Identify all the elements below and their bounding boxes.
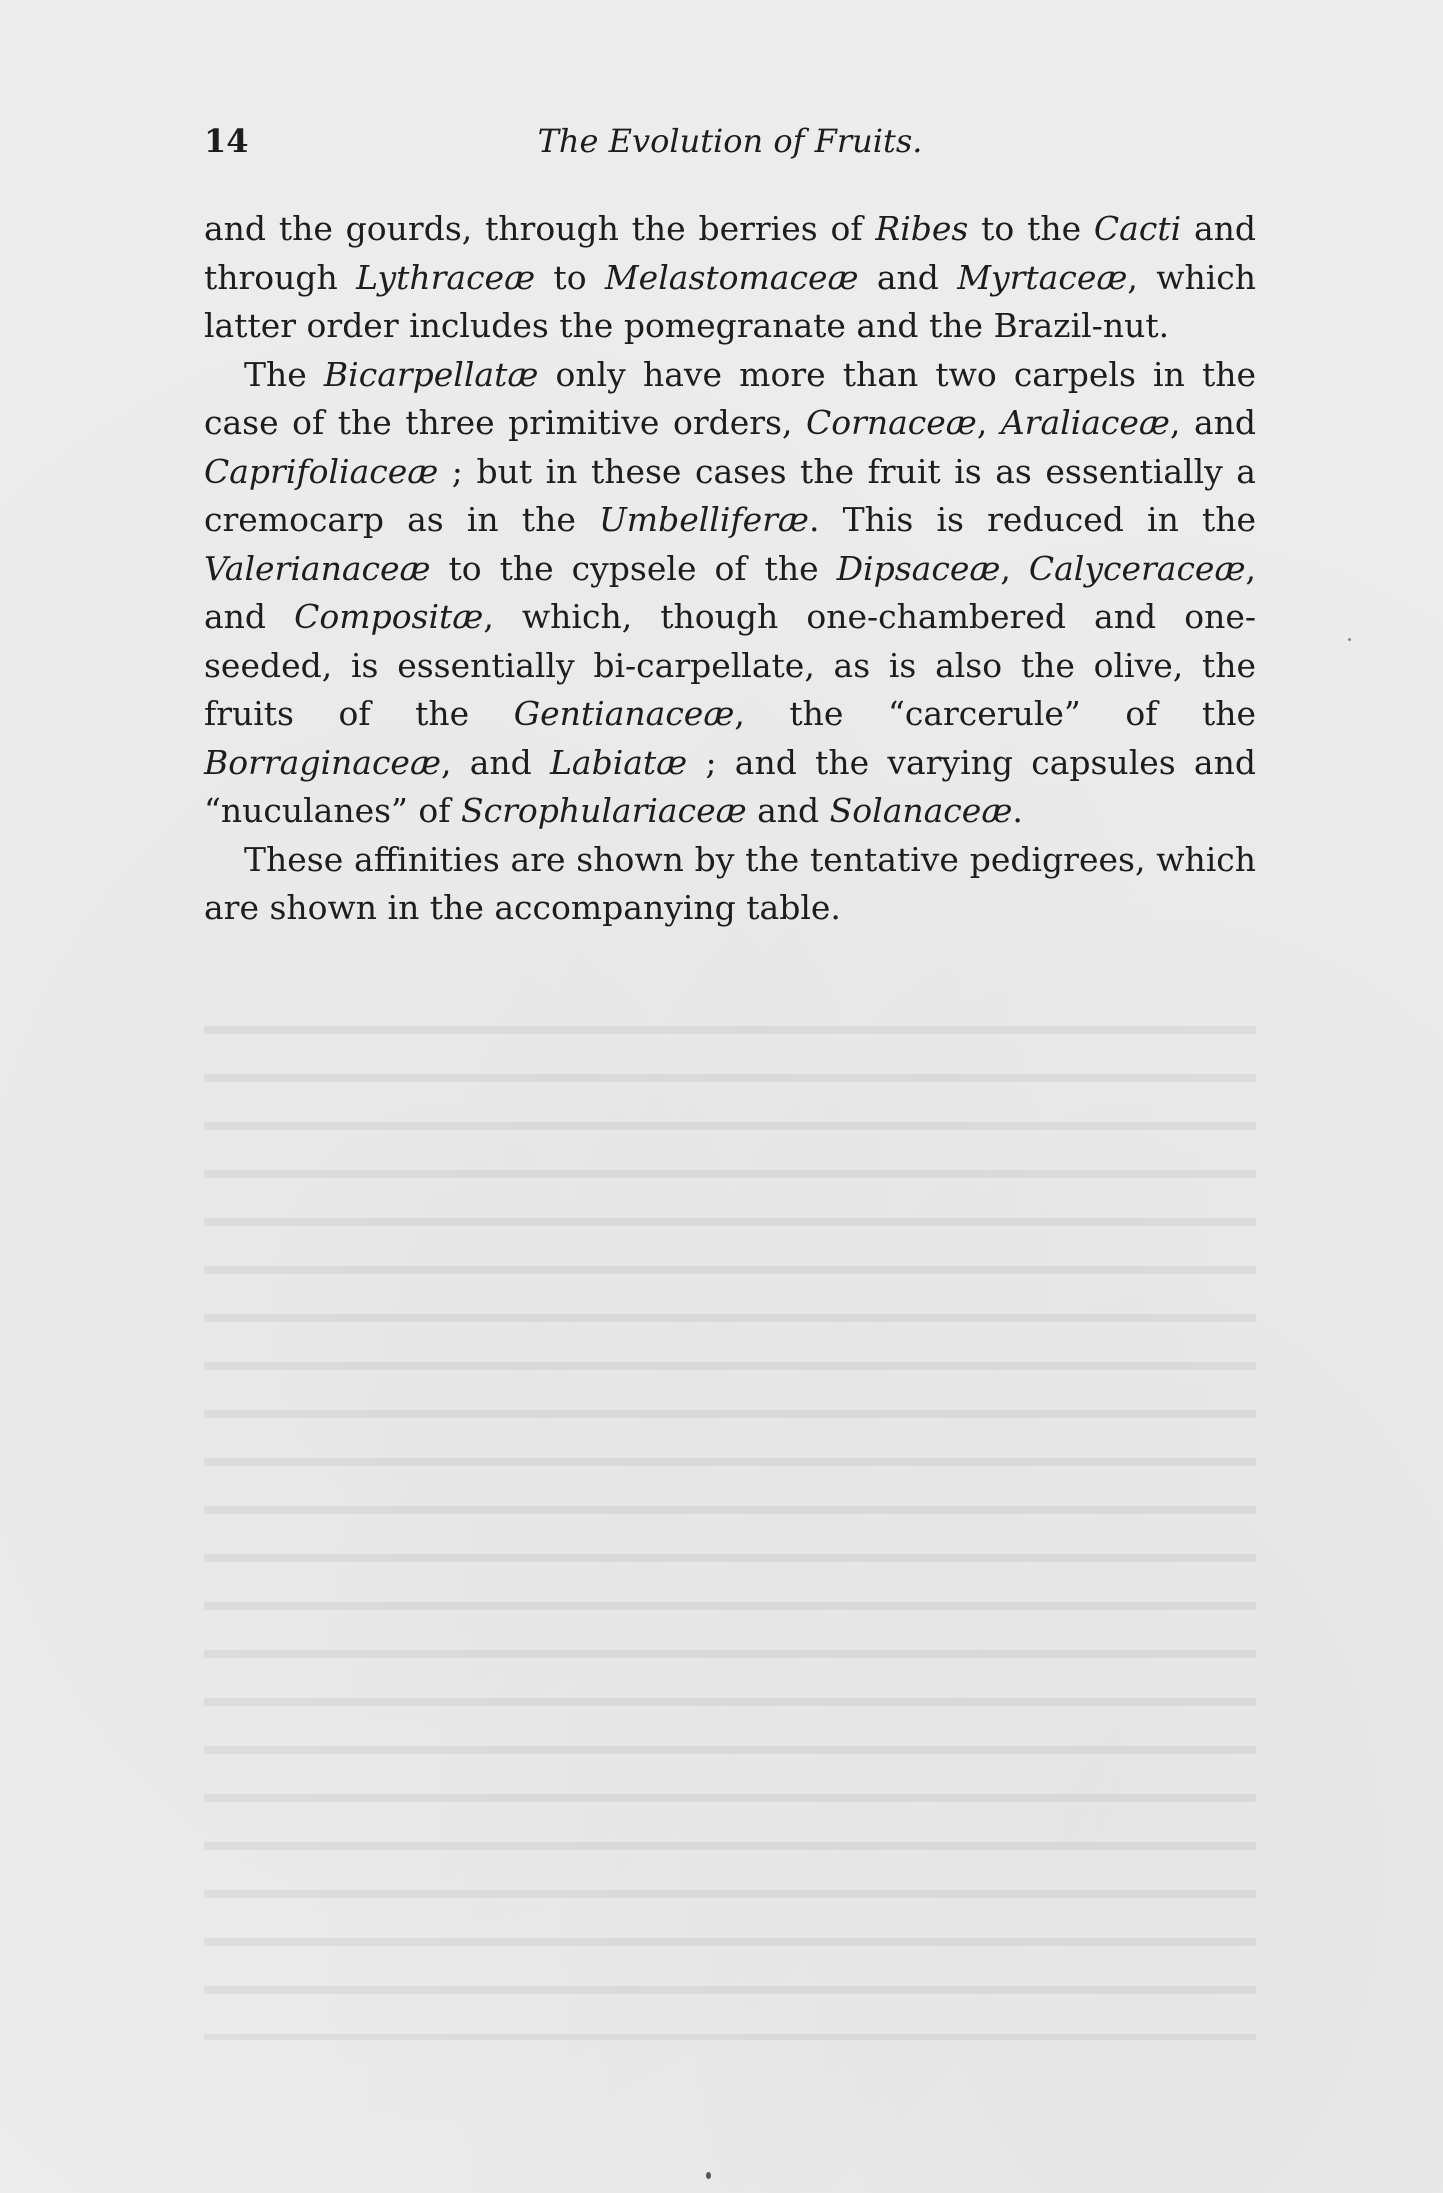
ink-speck <box>706 2172 711 2179</box>
italic-term: Caprifoliaceæ <box>204 451 439 491</box>
text-run: ; but in these cases the fruit is as essentially a cremocarp as in the <box>204 451 1256 539</box>
italic-term: Borraginaceæ <box>204 742 441 782</box>
italic-term: Scrophulariaceæ <box>461 791 747 830</box>
running-title: The Evolution of Fruits. <box>537 122 923 160</box>
italic-term: Gentianaceæ <box>513 694 735 733</box>
italic-term: Labiatæ <box>549 742 688 782</box>
text-run: , and <box>440 742 550 782</box>
text-run: . <box>1012 791 1023 830</box>
text-run: The <box>244 354 324 394</box>
text-run: , and <box>204 548 1256 636</box>
text-run: , and <box>1169 403 1256 442</box>
italic-term: Cacti <box>1093 209 1182 248</box>
text-run: to <box>535 257 605 297</box>
text-run: ; and the varying capsules and “nuculanes” of <box>204 742 1256 830</box>
text-run: and <box>858 257 958 297</box>
text-run: , the “carcerule” of the <box>734 694 1256 733</box>
paragraph-3 <box>204 836 1256 933</box>
text-run: , which latter order includes the pomegranate and the Brazil-nut. <box>204 257 1256 345</box>
italic-term: Solanaceæ <box>829 791 1013 830</box>
italic-term: Valerianaceæ <box>204 548 431 588</box>
text-run: These affinities are shown by the tentative pedigrees, which are shown in the accompanying table. <box>204 839 1256 927</box>
italic-term: Melastomaceæ <box>604 257 859 297</box>
italic-term: Dipsaceæ <box>836 548 1001 588</box>
text-run: , which, though one-chambered and one-seeded, is essentially bi-carpellate, as is also the olive, the fruits of the <box>204 597 1257 733</box>
italic-term: Compositæ <box>294 597 484 636</box>
italic-term: Bicarpellatæ <box>323 354 539 394</box>
text-run: and <box>746 791 830 830</box>
body-text <box>204 205 1256 933</box>
paragraph-1 <box>204 205 1256 351</box>
text-run: , <box>1000 548 1029 588</box>
italic-term: Umbelliferæ <box>598 500 809 539</box>
italic-term: Araliaceæ <box>1000 403 1170 442</box>
text-run: to the <box>968 209 1094 248</box>
italic-term: Calyceraceæ <box>1028 548 1246 588</box>
italic-term: Myrtaceæ <box>957 257 1128 297</box>
text-run: to the cypsele of the <box>430 548 837 588</box>
running-head <box>204 122 1256 172</box>
text-run: and through <box>204 209 1257 297</box>
text-run: and the gourds, through the berries of <box>204 209 876 248</box>
page-number: 14 <box>204 122 249 160</box>
italic-term: Lythraceæ <box>356 257 536 297</box>
italic-term: Ribes <box>875 209 969 248</box>
ink-speck <box>1348 638 1351 641</box>
paragraph-2 <box>204 351 1256 836</box>
show-through-texture <box>204 1000 1256 2040</box>
text-run: , <box>976 403 1001 442</box>
text-run: . This is reduced in the <box>808 500 1256 539</box>
text-run: only have more than two carpels in the case of the three primitive orders, <box>204 354 1256 442</box>
italic-term: Cornaceæ <box>805 403 977 442</box>
